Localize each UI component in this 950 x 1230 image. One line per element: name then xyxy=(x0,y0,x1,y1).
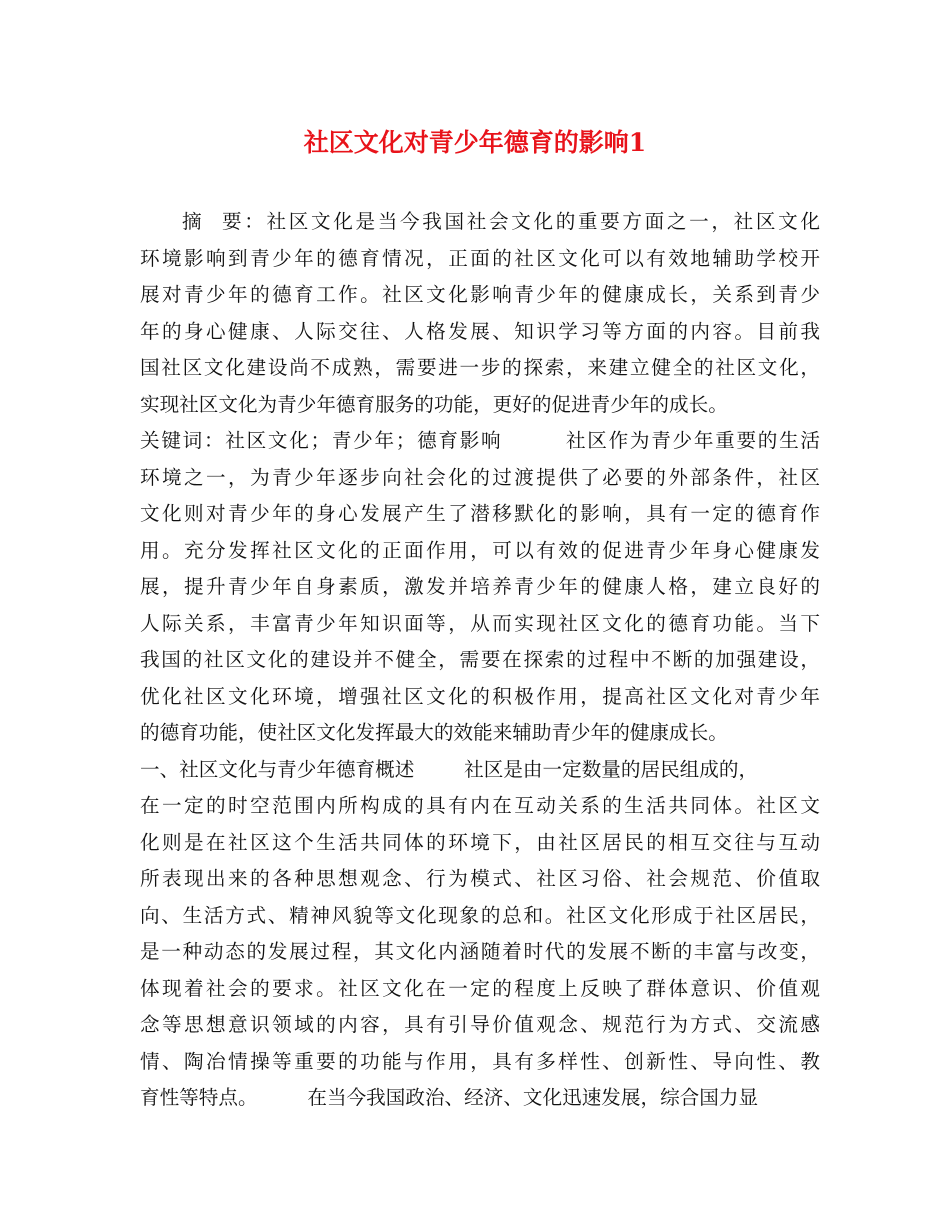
text-line: 文化则对青少年的身心发展产生了潜移默化的影响，具有一定的德育作 xyxy=(140,502,820,525)
document-body xyxy=(140,204,820,1117)
text-line: 环境影响到青少年的德育情况，正面的社区文化可以有效地辅助学校开 xyxy=(140,246,820,270)
text-line: 实现社区文化为青少年德育服务的功能，更好的促进青少年的成长。 xyxy=(140,392,728,416)
document-title: 社区文化对青少年德育的影响1 xyxy=(303,128,647,157)
text-line: 关键词：社区文化；青少年；德育影响 社区作为青少年重要的生活 xyxy=(140,429,820,452)
text-line: 用。充分发挥社区文化的正面作用，可以有效的促进青少年身心健康发 xyxy=(140,538,820,562)
text-line: 年的身心健康、人际交往、人格发展、知识学习等方面的内容。目前我 xyxy=(140,319,820,343)
text-line: 国社区文化建设尚不成熟，需要进一步的探索，来建立健全的社区文化， xyxy=(140,356,820,379)
text-line: 体现着社会的要求。社区文化在一定的程度上反映了群体意识、价值观 xyxy=(140,976,820,1000)
text-line: 环境之一，为青少年逐步向社会化的过渡提供了必要的外部条件，社区 xyxy=(140,465,820,489)
text-line: 我国的社区文化的建设并不健全，需要在探索的过程中不断的加强建设， xyxy=(140,648,820,671)
text-line: 的德育功能，使社区文化发挥最大的效能来辅助青少年的健康成长。 xyxy=(140,721,728,744)
text-line: 展对青少年的德育工作。社区文化影响青少年的健康成长，关系到青少 xyxy=(140,283,820,306)
text-line: 化则是在社区这个生活共同体的环境下，由社区居民的相互交往与互动 xyxy=(140,830,820,854)
text-line: 向、生活方式、精神风貌等文化现象的总和。社区文化形成于社区居民， xyxy=(140,903,820,927)
text-line: 人际关系，丰富青少年知识面等，从而实现社区文化的德育功能。当下 xyxy=(140,611,820,635)
text-line: 优化社区文化环境，增强社区文化的积极作用，提高社区文化对青少年 xyxy=(140,684,820,708)
text-line: 是一种动态的发展过程，其文化内涵随着时代的发展不断的丰富与改变， xyxy=(140,940,820,963)
text-line: 育性等特点。 在当今我国政治、经济、文化迅速发展，综合国力显 xyxy=(140,1086,759,1109)
text-line: 所表现出来的各种思想观念、行为模式、社区习俗、社会规范、价值取 xyxy=(140,867,820,890)
text-line: 念等思想意识领域的内容，具有引导价值观念、规范行为方式、交流感 xyxy=(140,1013,820,1036)
text-line: 展，提升青少年自身素质，激发并培养青少年的健康人格，建立良好的 xyxy=(140,575,820,598)
text-line: 一、社区文化与青少年德育概述 社区是由一定数量的居民组成的， xyxy=(140,757,759,781)
text-line: 摘 要：社区文化是当今我国社会文化的重要方面之一，社区文化 xyxy=(182,210,820,233)
text-line: 在一定的时空范围内所构成的具有内在互动关系的生活共同体。社区文 xyxy=(140,794,820,817)
text-line: 情、陶冶情操等重要的功能与作用，具有多样性、创新性、导向性、教 xyxy=(140,1049,820,1073)
